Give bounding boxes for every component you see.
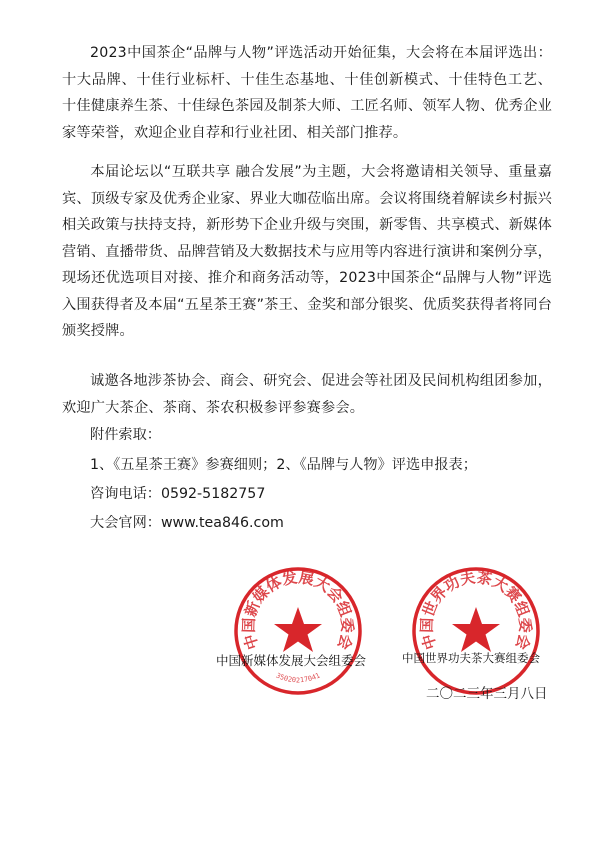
- paragraph-awards: [62, 40, 552, 146]
- paragraph-invitation-text: 诚邀各地涉茶协会、商会、研究会、促进会等社团及民间机构组团参加，欢迎广大茶企、茶商、茶农积极参评参赛参会。: [62, 373, 552, 416]
- signature-right: 中国世界功夫茶大赛组委会: [402, 651, 540, 665]
- seal-right-text: 中国世界功夫茶大赛组委会: [417, 568, 535, 652]
- paragraph-forum: [62, 159, 552, 345]
- attachments-heading: 附件索取：: [90, 427, 161, 443]
- seal-left-stamp: [230, 563, 366, 699]
- paragraph-invitation: [62, 368, 552, 421]
- paragraph-awards-text: 2023中国茶企“品牌与人物”评选活动开始征集，大会将在本届评选出：十大品牌、十佳行业标杆、十佳生态基地、十佳创新模式、十佳特色工艺、 十佳健康养生茶、十佳绿色茶园及制茶大师、工匠名师、领军人物、优秀企业家等荣誉，欢迎企业自荐和行业社团、相关部门推荐。: [62, 45, 552, 141]
- attachments-list: 1、《五星茶王赛》参赛细则；2、《品牌与人物》评选申报表；: [90, 457, 477, 473]
- signature-left: 中国新媒体发展大会组委会: [216, 653, 367, 668]
- seal-right-stamp: [408, 563, 544, 699]
- seal-left-text: 中国新媒体发展大会组委会: [239, 568, 357, 652]
- website-link[interactable]: 大会官网：www.tea846.com: [90, 515, 284, 531]
- document-date: 二〇二三年三月八日: [426, 686, 548, 702]
- paragraph-forum-text: 本届论坛以“互联共享 融合发展”为主题，大会将邀请相关领导、重量嘉宾、顶级专家及优秀企业家、界业大咖莅临出席。会议将围绕着解读乡村振兴相关政策与扶持支持，新形势下企业升级与突围，新零售、共享模式、新媒体营销、直播带货、品牌营销及大数据技术与应用等内容进行演讲和案例分享，现场还优选项目对接、推介和商务活动等，2023中国茶企“品牌与人物”评选入围获得者及本届“五星茶王赛”茶王、金奖和部分银奖、优质奖获得者将同台颁奖授牌。: [62, 164, 552, 339]
- seal-left-number: 35020217041: [274, 671, 322, 685]
- contact-phone: 咨询电话：0592-5182757: [90, 486, 266, 502]
- svg-text:35020217041: [275, 672, 322, 685]
